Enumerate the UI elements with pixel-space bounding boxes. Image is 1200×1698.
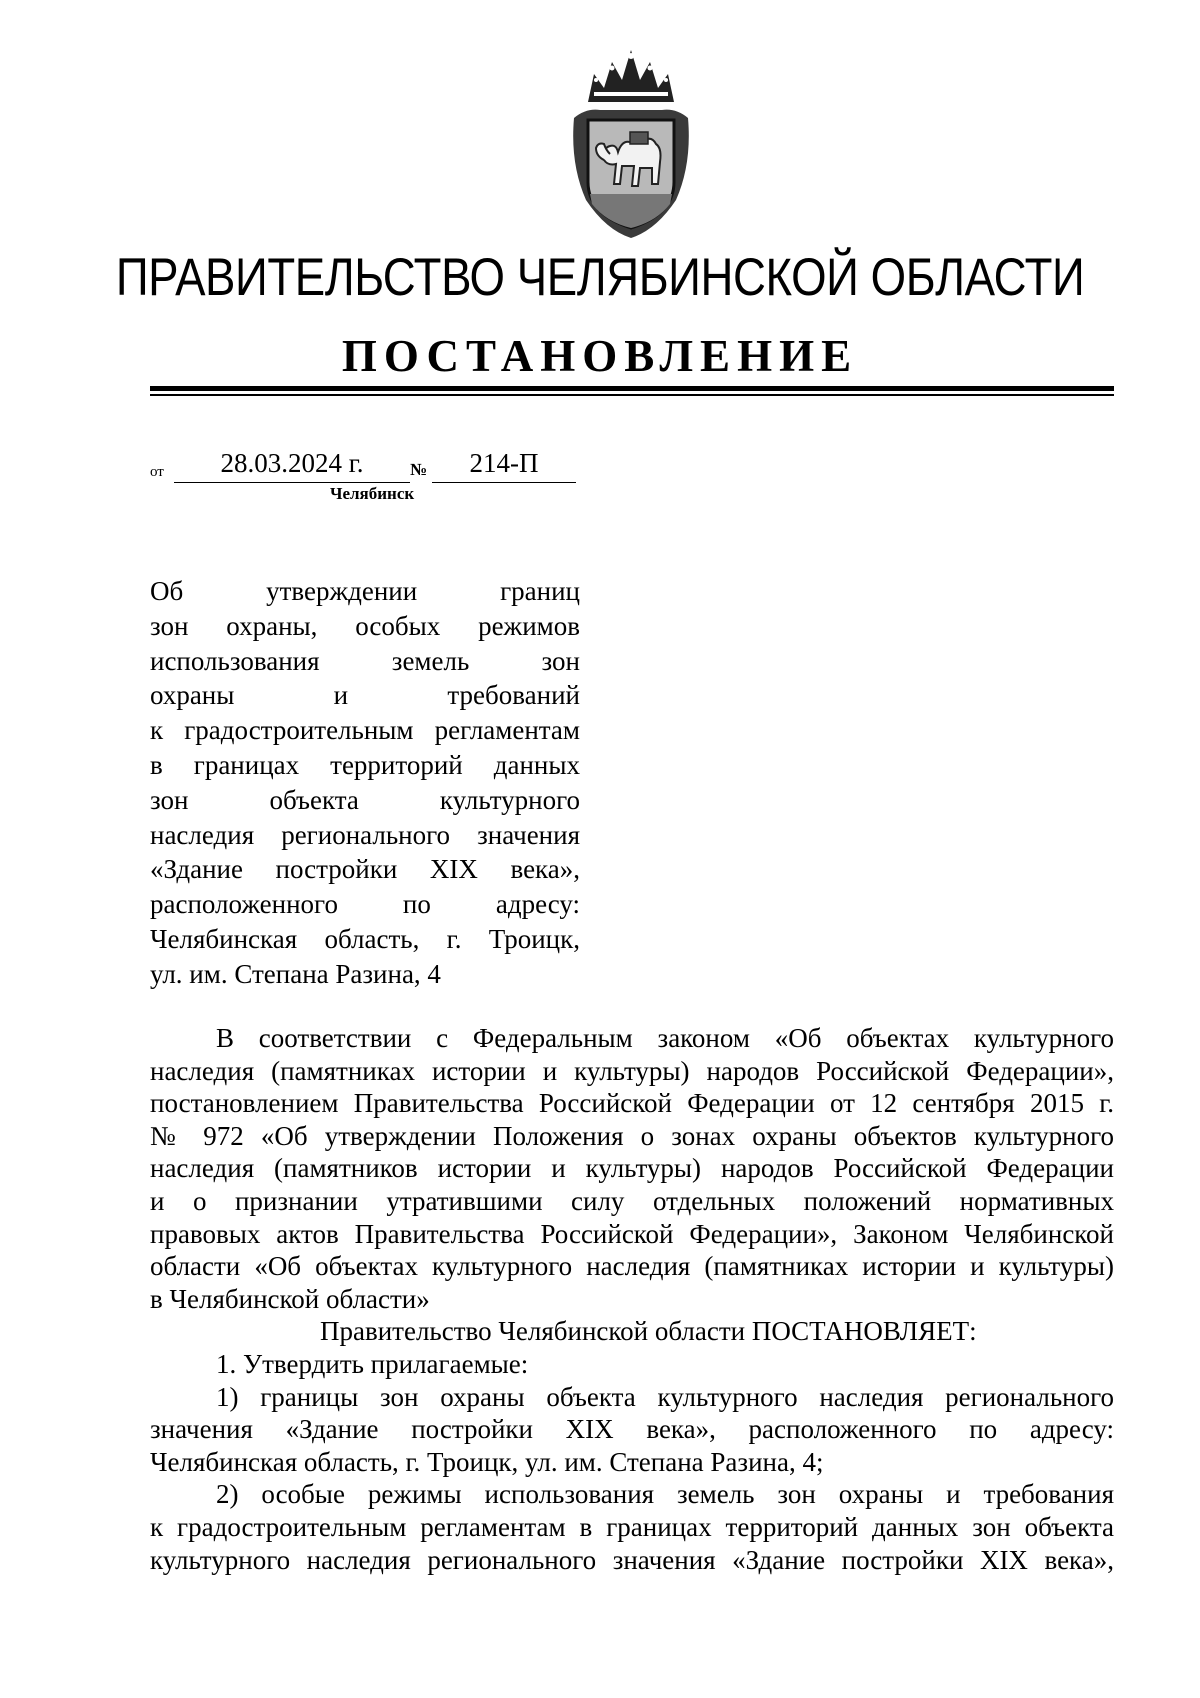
government-title: ПРАВИТЕЛЬСТВО ЧЕЛЯБИНСКОЙ ОБЛАСТИ [115,248,1085,307]
body-line: культурного наследия регионального значения «Здание постройки XIX века», [150,1544,1114,1575]
subject-line: зон объекта культурного [150,784,580,815]
subject-line: «Здание постройки XIX века», [150,854,580,885]
body-line: наследия (памятников истории и культуры) народов Российской Федерации [150,1153,1114,1184]
subject-line: ул. им. Степана Разина, 4 [150,958,441,989]
body-line: 2) особые режимы использования земель зон охраны и требования [216,1479,1114,1510]
document-date: 28.03.2024 г. [174,448,410,483]
subject-line: в границах территорий данных [150,749,580,780]
subject-line: Об утверждении границ [150,576,580,606]
header-divider-thick [150,386,1114,391]
body-line: 1. Утвердить прилагаемые: [216,1348,529,1379]
document-number: 214-П [432,448,576,483]
subject-line: расположенного по адресу: [150,889,580,920]
document-type-title: ПОСТАНОВЛЕНИЕ [341,331,859,381]
body-line: № 972 «Об утверждении Положения о зонах охраны объектов культурного [150,1120,1114,1151]
subject-line: использования земель зон [150,645,580,676]
from-label: от [150,464,164,480]
body-line: Челябинская область, г. Троицк, ул. им. Степана Разина, 4; [150,1446,824,1477]
body-line: в Челябинской области» [150,1283,430,1314]
subject-line: наследия регионального значения [150,819,580,850]
resolution-line: Правительство Челябинской области ПОСТАНОВЛЯЕТ: [320,1316,977,1347]
city-label: Челябинск [330,484,415,503]
document-subject [150,574,580,992]
body-line: правовых актов Правительства Российской Федерации», Законом Челябинской [150,1218,1114,1249]
coat-of-arms-emblem [566,44,696,240]
body-line: В соответствии с Федеральным законом «Об объектах культурного [216,1023,1114,1053]
body-line: 1) границы зон охраны объекта культурного наследия регионального [216,1381,1114,1412]
subject-line: охраны и требований [150,680,580,711]
body-line: наследия (памятниках истории и культуры) народов Российской Федерации», [150,1055,1114,1086]
body-line: к градостроительным регламентам в границах территорий данных зон объекта [150,1511,1114,1542]
document-body [150,1022,1114,1576]
subject-line: зон охраны, особых режимов [150,610,580,641]
subject-line: к градостроительным регламентам [150,715,580,746]
body-line: и о признании утратившими силу отдельных положений нормативных [150,1185,1114,1216]
body-line: постановлением Правительства Российской Федерации от 12 сентября 2015 г. [150,1088,1114,1119]
subject-line: Челябинская область, г. Троицк, [150,923,580,954]
number-sign: № [410,460,428,479]
header-divider-thin [150,394,1114,396]
body-line: области «Об объектах культурного наследия (памятниках истории и культуры) [150,1251,1114,1282]
body-line: значения «Здание постройки XIX века», расположенного по адресу: [150,1414,1114,1445]
